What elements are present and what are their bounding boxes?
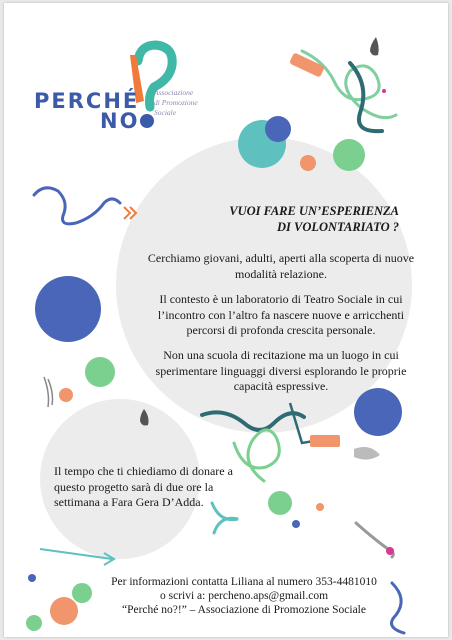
- green-circle-top: [333, 139, 365, 171]
- blue-dot-bottom: [292, 520, 300, 528]
- green-circle-left: [85, 357, 115, 387]
- logo-dot: [140, 114, 154, 128]
- logo-no: NO: [100, 109, 140, 133]
- logo-association-line: di Promozione: [154, 98, 198, 107]
- body-paragraph-3: Non una scuola di recitazione ma un luogo in cui sperimentare linguaggi diversi esplorando le proprie capacità espressive.: [155, 348, 407, 393]
- footer-email: o scrivi a: percheno.aps@gmail.com: [159, 590, 329, 602]
- body-paragraph-2: Il contesto è un laboratorio di Teatro Sociale in cui l’incontro con l’altro fa nascere nuove e arricchenti percorsi di profonda crescita personale.: [157, 292, 405, 337]
- orange-dot-bottom: [316, 503, 324, 511]
- feather-icon: [354, 447, 380, 460]
- headline-line: VUOI FARE UN’ESPERIENZA: [229, 204, 399, 218]
- headline: [154, 203, 399, 235]
- pencil-tip: [386, 547, 394, 555]
- orange-tape: [289, 52, 325, 77]
- orange-block-middle: [310, 435, 340, 447]
- footer-contact: [64, 575, 424, 617]
- ink-drop-icon: [370, 37, 379, 56]
- squiggle-green-top: [302, 51, 396, 118]
- orange-circle-top: [300, 155, 316, 171]
- green-circle-bottom: [268, 491, 292, 515]
- orange-circle-left: [59, 388, 73, 402]
- hand-sketch-icon: [44, 377, 53, 407]
- blue-circle-top: [265, 116, 291, 142]
- footer-phone: Per informazioni contatta Liliana al numero 353-4481010: [111, 576, 377, 588]
- body-paragraph-4: Il tempo che ti chiediamo di donare a questo progetto sarà di due ore la settimana a Fara Gera D’Adda.: [54, 464, 233, 509]
- blue-circle-right: [354, 388, 402, 436]
- logo-wordmark: PERCHÉ: [34, 89, 140, 113]
- flyer-page: [4, 3, 448, 637]
- blue-circle-left: [35, 276, 101, 342]
- magenta-dot: [382, 89, 386, 93]
- body-paragraph-1: Cerchiamo giovani, adulti, aperti alla scoperta di nuove modalità relazione.: [147, 251, 415, 281]
- logo-association-line: Sociale: [154, 108, 177, 117]
- logo-association-text: [154, 88, 234, 118]
- green-dot-bottom-left: [26, 615, 42, 631]
- footer-association: “Perché no?!” – Associazione di Promozione Sociale: [122, 604, 366, 616]
- blue-dot-left: [28, 574, 36, 582]
- headline-line: DI VOLONTARIATO ?: [276, 220, 399, 234]
- logo-association-line: Associazione: [154, 88, 194, 97]
- blue-wave-left: [34, 188, 120, 224]
